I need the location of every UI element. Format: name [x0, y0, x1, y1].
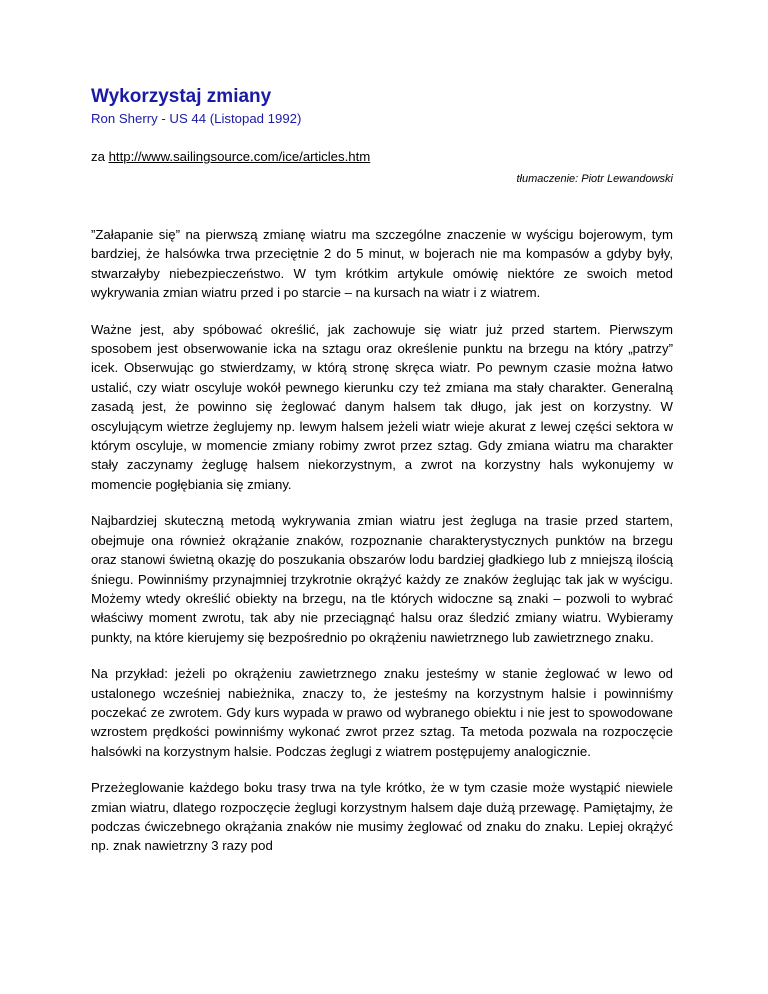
article-byline: Ron Sherry - US 44 (Listopad 1992) — [91, 111, 302, 126]
source-link[interactable]: http://www.sailingsource.com/ice/articles.htm — [108, 149, 371, 164]
translator-credit: tłumaczenie: Piotr Lewandowski — [516, 173, 673, 185]
paragraph-5: Przeżeglowanie każdego boku trasy trwa na tyle krótko, że w tym czasie może wystąpić niewiele zmian wiatru, dlatego rozpoczęcie żeglugi korzystnym halsem daje dużą przewagę. Pamiętajmy, że podczas ćwiczebnego okrążania znaków nie musimy żeglować od znaku do znaku. Lepiej okrążyć np. znak nawietrzny 3 razy pod — [91, 780, 673, 854]
article-body — [91, 225, 673, 856]
source-line — [91, 148, 673, 166]
source-prefix: za — [91, 149, 109, 164]
paragraph-4: Na przykład: jeżeli po okrążeniu zawietrznego znaku jesteśmy w stanie żeglować w lewo od ustalonego wcześniej nabieżnika, znaczy to, że jesteśmy na korzystnym halsie i powinniśmy poczekać ze zwrotem. Gdy kurs wypada w prawo od wybranego obiektu i nie jest to spowodowane wzrostem prędkości powinniśmy wykonać zwrot przez sztag. Ta metoda pozwala na rozpoczęcie halsówki na korzystnym halsie. Podczas żeglugi z wiatrem postępujemy analogicznie. — [91, 666, 673, 759]
paragraph-1: ”Załapanie się” na pierwszą zmianę wiatru ma szczególne znaczenie w wyścigu bojerowym, tym bardziej, że halsówka trwa przeciętnie 2 do 5 minut, w bojerach nie ma kompasów a gdyby były, stwarzałyby niebezpieczeństwo. W tym krótkim artykule omówię niektóre ze swoich metod wykrywania zmian wiatru przed i po starcie – na kursach na wiatr i z wiatrem. — [91, 227, 673, 301]
article-title: Wykorzystaj zmiany — [91, 86, 272, 107]
paragraph-3: Najbardziej skuteczną metodą wykrywania zmian wiatru jest żegluga na trasie przed startem, obejmuje ona również okrążanie znaków, rozpoznanie charakterystycznych punktów na brzegu oraz stanowi świetną okazję do poszukania obszarów lodu bardziej gładkiego lub z mniejszą ilością śniegu. Powinniśmy przynajmniej trzykrotnie okrążyć każdy ze znaków żeglując tak jak w wyścigu. Możemy wtedy określić obiekty na brzegu, na tle których widoczne są znaki – pozwoli to wybrać właściwy moment zwrotu, tak aby nie przeciągnąć halsu oraz śledzić zmiany wiatru. Wybieramy punkty, na które kierujemy się bezpośrednio po okrążeniu nawietrznego lub zawietrznego znaku. — [91, 513, 673, 645]
paragraph-2: Ważne jest, aby spóbować określić, jak zachowuje się wiatr już przed startem. Pierwszym sposobem jest obserwowanie icka na sztagu oraz określenie punktu na brzegu na który „patrzy” icek. Obserwując go stwierdzamy, w którą stronę skręca wiatr. Po pewnym czasie można łatwo ustalić, czy wiatr oscyluje wokół pewnego kierunku czy też zmiana ma stały charakter. Generalną zasadą jest, że powinno się żeglować danym halsem tak długo, jak jest on korzystny. W oscylującym wietrze żeglujemy np. lewym halsem jeżeli wiatr wieje akurat z lewej części sektora w którym oscyluje, w momencie zmiany robimy zwrot przez sztag. Gdy zmiana wiatru ma charakter stały zaczynamy żeglugę halsem niekorzystnym, a zwrot na korzystny hals wykonujemy w momencie pogłębiania się zmiany. — [91, 321, 673, 492]
